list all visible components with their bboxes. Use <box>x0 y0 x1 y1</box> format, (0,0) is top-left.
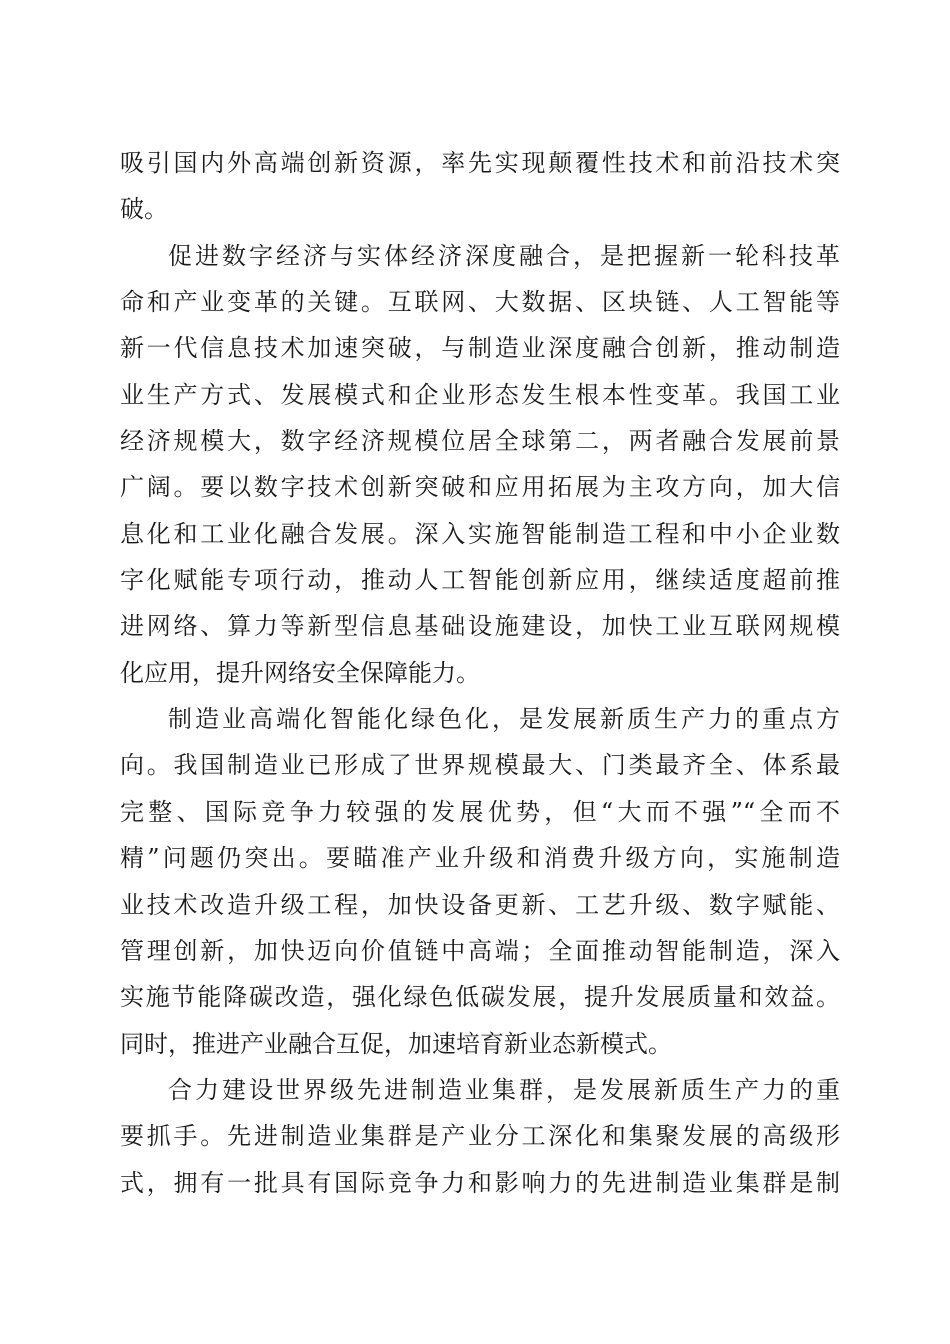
text-line: 经济规模大，数字经济规模位居全球第二，两者融合发展前景 <box>120 427 840 456</box>
text-line: 同时，推进产业融合互促，加速培育新业态新模式。 <box>120 1029 672 1058</box>
text-line: 精”问题仍突出。要瞄准产业升级和消费升级方向，实施制造 <box>120 844 840 873</box>
text-line: 进网络、算力等新型信息基础设施建设，加快工业互联网规模 <box>120 612 840 641</box>
document-body <box>120 140 840 1206</box>
text-line: 新一代信息技术加速突破，与制造业深度融合创新，推动制造 <box>120 334 840 363</box>
text-line: 完整、国际竞争力较强的发展优势，但“大而不强”“全而不 <box>120 797 840 826</box>
text-line: 向。我国制造业已形成了世界规模最大、门类最齐全、体系最 <box>120 751 840 780</box>
text-line: 管理创新，加快迈向价值链中高端；全面推动智能制造，深入 <box>120 936 840 965</box>
text-line: 吸引国内外高端创新资源，率先实现颠覆性技术和前沿技术突 <box>120 149 840 177</box>
text-line: 广阔。要以数字技术创新突破和应用拓展为主攻方向，加大信 <box>120 473 840 502</box>
text-line: 化应用，提升网络安全保障能力。 <box>120 658 480 687</box>
text-line: 字化赋能专项行动，推动人工智能创新应用，继续适度超前推 <box>120 566 840 595</box>
text-line: 要抓手。先进制造业集群是产业分工深化和集聚发展的高级形 <box>120 1122 840 1151</box>
text-line: 业生产方式、发展模式和企业形态发生根本性变革。我国工业 <box>120 380 840 409</box>
text-line: 式，拥有一批具有国际竞争力和影响力的先进制造业集群是制 <box>120 1168 840 1197</box>
text-line: 命和产业变革的关键。互联网、大数据、区块链、人工智能等 <box>120 288 840 317</box>
text-line: 促进数字经济与实体经济深度融合，是把握新一轮科技革 <box>168 241 840 270</box>
text-line: 破。 <box>120 195 168 224</box>
text-line: 实施节能降碳改造，强化绿色低碳发展，提升发展质量和效益。 <box>120 983 840 1012</box>
text-line: 制造业高端化智能化绿色化，是发展新质生产力的重点方 <box>168 705 840 734</box>
text-line: 业技术改造升级工程，加快设备更新、工艺升级、数字赋能、 <box>120 890 840 919</box>
text-line: 合力建设世界级先进制造业集群，是发展新质生产力的重 <box>168 1075 840 1104</box>
text-line: 息化和工业化融合发展。深入实施智能制造工程和中小企业数 <box>120 519 840 548</box>
